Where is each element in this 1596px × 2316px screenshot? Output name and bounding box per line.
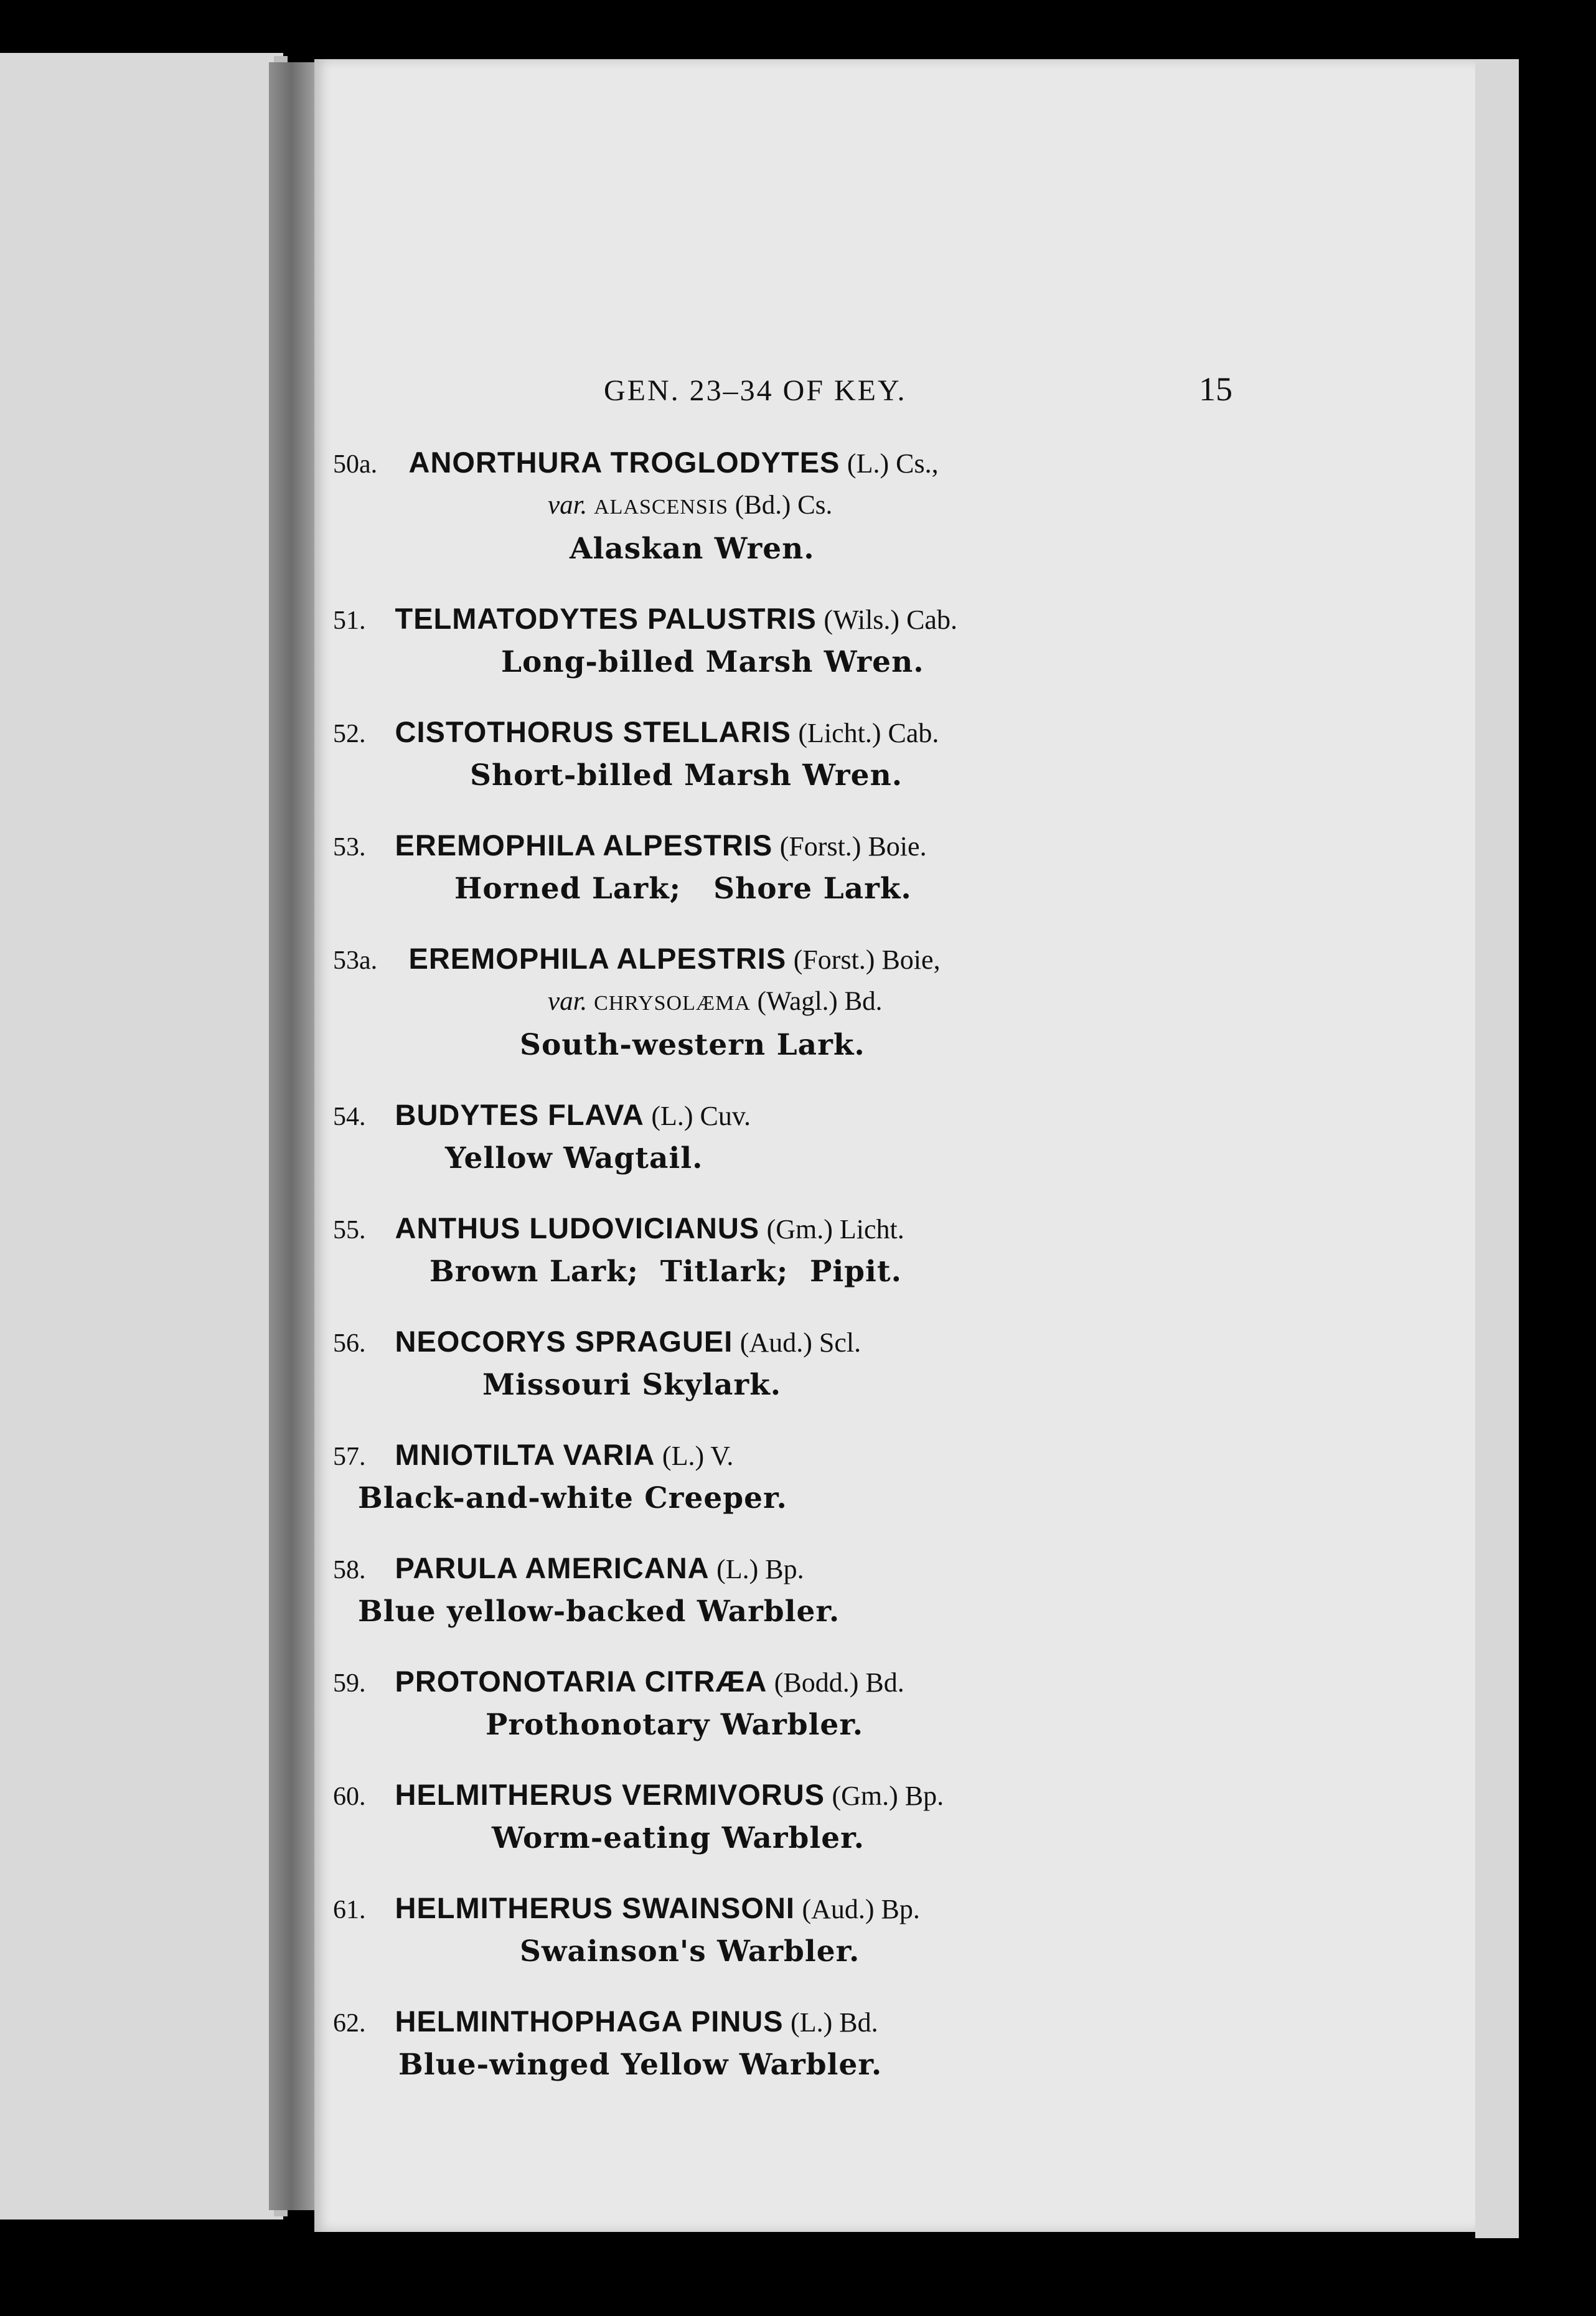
variety-line (333, 485, 1173, 528)
entry-number: 56. (333, 1329, 366, 1358)
scientific-name: HELMITHERUS VERMIVORUS (395, 1778, 825, 1811)
variety-name: CHRYSOLÆMA (594, 992, 751, 1015)
entry-number: 50a. (333, 450, 378, 479)
authority: (Wils.) Cab. (824, 605, 957, 635)
page-number: 15 (1199, 370, 1232, 408)
list-item (333, 1094, 1173, 1180)
variety-prefix: var. (548, 491, 588, 520)
scientific-name: EREMOPHILA ALPESTRIS (395, 829, 773, 862)
list-item (333, 825, 1173, 910)
variety-name: ALASCENSIS (594, 496, 728, 519)
common-name: Yellow Wagtail. (445, 1141, 703, 1175)
common-name: Horned Lark; Shore Lark. (454, 872, 912, 906)
authority: (L.) Cs., (847, 448, 939, 479)
scientific-name: HELMINTHOPHAGA PINUS (395, 2005, 784, 2038)
entry-number: 51. (333, 606, 366, 635)
common-name: South-western Lark. (520, 1028, 865, 1062)
entry-number: 54. (333, 1103, 366, 1131)
scientific-name: MNIOTILTA VARIA (395, 1438, 655, 1471)
scientific-name: BUDYTES FLAVA (395, 1098, 644, 1131)
list-item (333, 1434, 1173, 1520)
authority: (L.) Bd. (791, 2007, 878, 2038)
common-name: Swainson's Warbler. (520, 1934, 860, 1969)
scientific-name: CISTOTHORUS STELLARIS (395, 715, 791, 748)
authority: (L.) V. (662, 1441, 734, 1471)
list-item (333, 1208, 1173, 1293)
list-item (333, 938, 1173, 1066)
common-name: Alaskan Wren. (570, 532, 815, 566)
list-item (333, 1321, 1173, 1406)
list-item (333, 1888, 1173, 1973)
variety-authority: (Wagl.) Bd. (757, 987, 883, 1016)
common-name: Blue yellow-backed Warbler. (358, 1594, 840, 1629)
authority: (Forst.) Boie. (779, 831, 927, 862)
authority: (Aud.) Scl. (739, 1327, 861, 1358)
entry-number: 55. (333, 1216, 366, 1245)
entry-number: 58. (333, 1556, 366, 1584)
authority: (Bodd.) Bd. (774, 1667, 904, 1698)
authority: (Gm.) Licht. (766, 1214, 904, 1245)
scientific-name: PROTONOTARIA CITRÆA (395, 1665, 767, 1698)
entry-number: 53. (333, 833, 366, 862)
entry-number: 61. (333, 1896, 366, 1924)
entry-number: 59. (333, 1669, 366, 1698)
variety-prefix: var. (548, 987, 588, 1016)
page-edge (1475, 59, 1519, 2238)
common-name: Blue-winged Yellow Warbler. (398, 2048, 883, 2082)
scientific-name: ANORTHURA TROGLODYTES (408, 446, 840, 479)
common-name: Worm-eating Warbler. (492, 1821, 865, 1855)
scientific-name: HELMITHERUS SWAINSONI (395, 1891, 795, 1924)
book-gutter (269, 62, 319, 2210)
list-item (333, 1774, 1173, 1860)
facing-page (0, 53, 283, 2220)
common-name: Brown Lark; Titlark; Pipit. (430, 1254, 902, 1289)
authority: (Gm.) Bp. (832, 1781, 944, 1811)
authority: (Forst.) Boie, (793, 944, 941, 975)
scientific-name: ANTHUS LUDOVICIANUS (395, 1212, 760, 1245)
common-name: Short-billed Marsh Wren. (470, 758, 903, 793)
list-item (333, 2001, 1173, 2086)
authority: (Licht.) Cab. (798, 718, 939, 748)
common-name: Black-and-white Creeper. (358, 1481, 787, 1515)
authority: (Aud.) Bp. (802, 1894, 920, 1924)
scientific-name: PARULA AMERICANA (395, 1551, 710, 1584)
common-name: Missouri Skylark. (482, 1368, 782, 1402)
authority: (L.) Bp. (716, 1554, 804, 1584)
scientific-name: NEOCORYS SPRAGUEI (395, 1325, 733, 1358)
variety-line (333, 981, 1173, 1024)
list-item (333, 1548, 1173, 1633)
entry-number: 53a. (333, 946, 378, 975)
list-item (333, 598, 1173, 684)
authority: (L.) Cuv. (651, 1101, 751, 1131)
entry-number: 52. (333, 720, 366, 748)
entry-number: 57. (333, 1443, 366, 1471)
list-item (333, 712, 1173, 797)
common-name: Prothonotary Warbler. (486, 1708, 864, 1742)
scientific-name: EREMOPHILA ALPESTRIS (408, 942, 787, 975)
entry-number: 60. (333, 1782, 366, 1811)
entry-number: 62. (333, 2009, 366, 2038)
running-head: GEN. 23–34 OF KEY. (604, 374, 907, 407)
page-header (604, 370, 1232, 417)
list-item (333, 1661, 1173, 1746)
list-item (333, 442, 1173, 570)
species-list (333, 442, 1173, 2114)
variety-authority: (Bd.) Cs. (735, 491, 833, 520)
scientific-name: TELMATODYTES PALUSTRIS (395, 602, 817, 635)
common-name: Long-billed Marsh Wren. (501, 645, 924, 679)
